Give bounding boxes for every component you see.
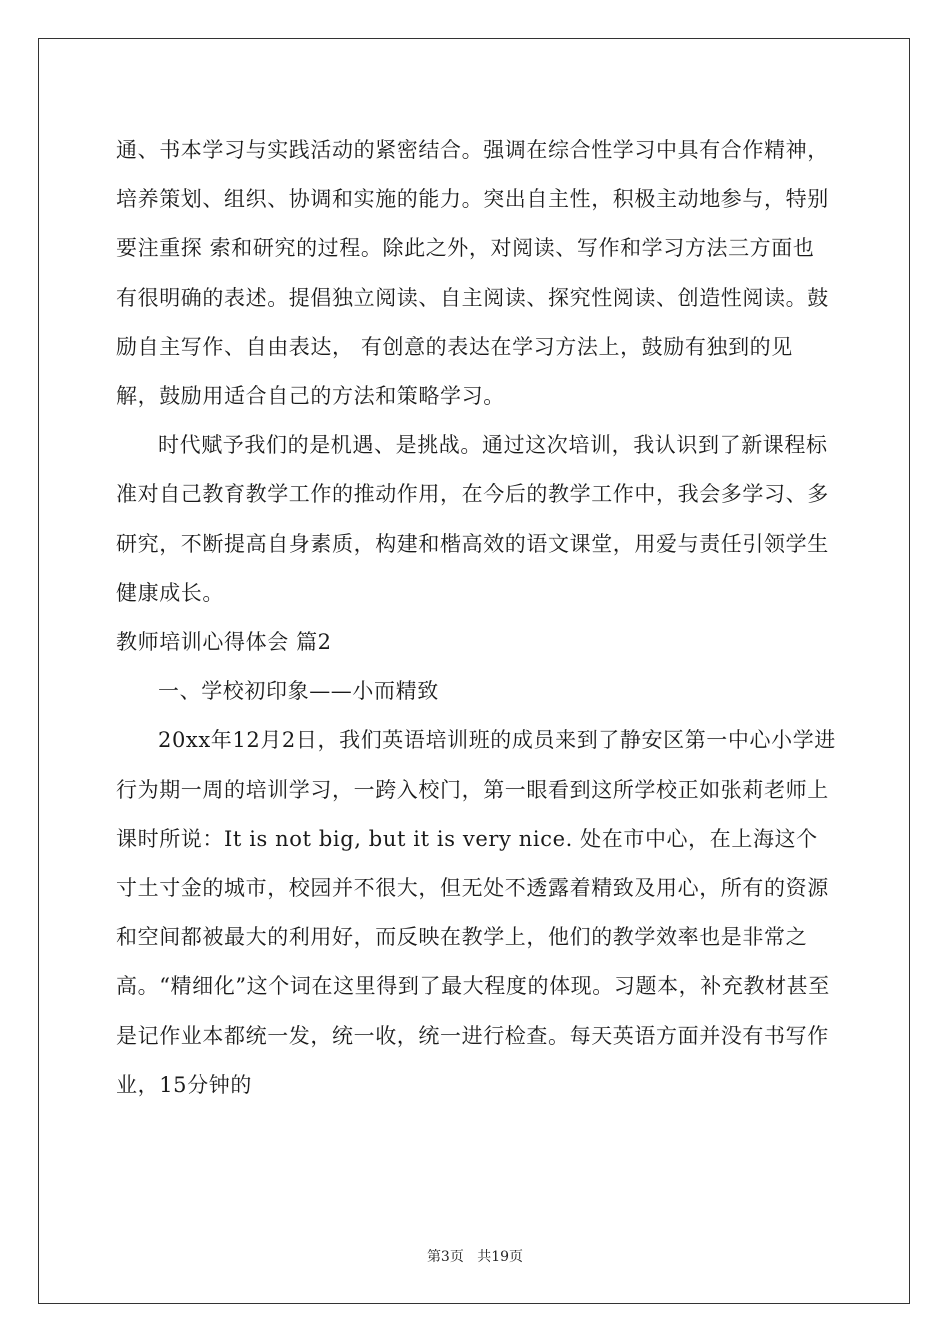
paragraph-conclusion: 时代赋予我们的是机遇、是挑战。通过这次培训，我认识到了新课程标准对自己教育教学工作的推动作用，在今后的教学工作中，我会多学习、多研究，不断提高自身素质，构建和楷高效的语文课堂，用爱与责任引领学生健康成长。 (116, 433, 829, 605)
section-heading: 教师培训心得体会 篇2 (116, 630, 332, 655)
document-body (116, 126, 836, 1110)
paragraph-continuation: 通、书本学习与实践活动的紧密结合。强调在综合性学习中具有合作精神，培养策划、组织、协调和实施的能力。突出自主性，积极主动地参与，特别要注重探 索和研究的过程。除此之外，对阅读、写作和学习方法三方面也有很明确的表述。提倡独立阅读、自主阅读、探究性阅读、创造性阅读。鼓励自主写作、自由表达， 有创意的表达在学习方法上，鼓励有独到的见解，鼓励用适合自己的方法和策略学习。 (116, 138, 829, 409)
paragraph-school-impression: 20xx年12月2日，我们英语培训班的成员来到了静安区第一中心小学进行为期一周的培训学习，一跨入校门，第一眼看到这所学校正如张莉老师上课时所说：It is not big, but it is very nice. 处在市中心，在上海这个寸土寸金的城市，校园并不很大，但无处不透露着精致及用心，所有的资源和空间都被最大的利用好，而反映在教学上，他们的教学效率也是非常之高。“精细化”这个词在这里得到了最大程度的体现。习题本，补充教材甚至是记作业本都统一发，统一收，统一进行检查。每天英语方面并没有书写作业，15分钟的 (116, 728, 836, 1097)
page-number: 第3页 (426, 1249, 464, 1265)
page-footer (0, 1246, 950, 1266)
subsection-heading: 一、学校初印象——小而精致 (158, 679, 439, 704)
page-total: 共19页 (477, 1249, 524, 1265)
